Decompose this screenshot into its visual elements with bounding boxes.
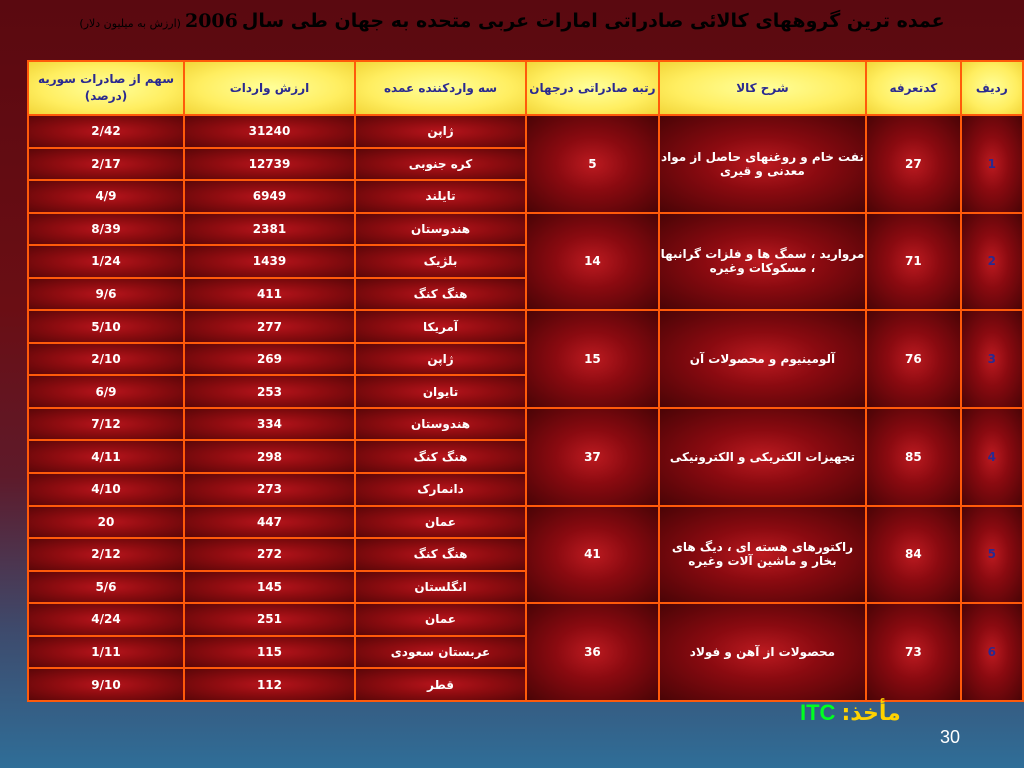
rotbe-cell: 15 xyxy=(526,310,659,408)
share-cell: 4/9 xyxy=(28,180,184,213)
country-cell: آمریکا xyxy=(355,310,526,343)
import-value-cell: 6949 xyxy=(184,180,355,213)
page-number: 30 xyxy=(940,727,961,747)
country-cell: دانمارک xyxy=(355,473,526,506)
country-cell: ژاپن xyxy=(355,115,526,148)
share-cell: 9/10 xyxy=(28,668,184,701)
header-rotbe: رتبه صادراتی درجهان xyxy=(526,61,659,115)
rotbe-cell: 36 xyxy=(526,603,659,701)
radif-cell: 4 xyxy=(961,408,1023,506)
import-value-cell: 12739 xyxy=(184,148,355,181)
country-cell: هنگ کنگ xyxy=(355,440,526,473)
import-value-cell: 31240 xyxy=(184,115,355,148)
header-arzesh: ارزش واردات xyxy=(184,61,355,115)
header-sahm: سهم از صادرات سوریه (درصد) xyxy=(28,61,184,115)
radif-cell: 3 xyxy=(961,310,1023,408)
import-value-cell: 298 xyxy=(184,440,355,473)
country-cell: عربستان سعودی xyxy=(355,636,526,669)
sharh-cell: محصولات از آهن و فولاد xyxy=(659,603,866,701)
sharh-cell: مروارید ، سمگ ها و فلزات گرانبها ، مسکوکات وغیره xyxy=(659,213,866,311)
import-value-cell: 334 xyxy=(184,408,355,441)
kod-cell: 84 xyxy=(866,506,961,604)
import-value-cell: 447 xyxy=(184,506,355,539)
country-cell: هنگ کنگ xyxy=(355,278,526,311)
kod-cell: 76 xyxy=(866,310,961,408)
share-cell: 2/12 xyxy=(28,538,184,571)
table-row xyxy=(28,408,1023,441)
header-radif: ردیف xyxy=(961,61,1023,115)
import-value-cell: 277 xyxy=(184,310,355,343)
country-cell: انگلستان xyxy=(355,571,526,604)
import-value-cell: 411 xyxy=(184,278,355,311)
country-cell: تایوان xyxy=(355,375,526,408)
country-cell: هندوستان xyxy=(355,408,526,441)
title-note: (ارزش به میلیون دلار) xyxy=(79,17,181,30)
source-note xyxy=(800,700,901,726)
country-cell: قطر xyxy=(355,668,526,701)
import-value-cell: 253 xyxy=(184,375,355,408)
export-table xyxy=(27,60,1024,702)
share-cell: 5/6 xyxy=(28,571,184,604)
radif-cell: 6 xyxy=(961,603,1023,701)
kod-cell: 27 xyxy=(866,115,961,213)
kod-cell: 73 xyxy=(866,603,961,701)
kod-cell: 71 xyxy=(866,213,961,311)
share-cell: 4/24 xyxy=(28,603,184,636)
country-cell: عمان xyxy=(355,506,526,539)
title-main: عمده ترین گروههای کالائی صادراتی امارات عربی متحده به جهان طی سال xyxy=(241,10,945,32)
import-value-cell: 273 xyxy=(184,473,355,506)
share-cell: 8/39 xyxy=(28,213,184,246)
rotbe-cell: 37 xyxy=(526,408,659,506)
header-kod: کدتعرفه xyxy=(866,61,961,115)
table-header-row xyxy=(28,61,1023,115)
country-cell: تایلند xyxy=(355,180,526,213)
import-value-cell: 251 xyxy=(184,603,355,636)
import-value-cell: 112 xyxy=(184,668,355,701)
table-row xyxy=(28,603,1023,636)
import-value-cell: 145 xyxy=(184,571,355,604)
table-row xyxy=(28,310,1023,343)
share-cell: 1/11 xyxy=(28,636,184,669)
import-value-cell: 269 xyxy=(184,343,355,376)
rotbe-cell: 14 xyxy=(526,213,659,311)
country-cell: هندوستان xyxy=(355,213,526,246)
share-cell: 2/42 xyxy=(28,115,184,148)
source-label: مأخذ: xyxy=(841,701,901,726)
sharh-cell: راکتورهای هسته ای ، دیگ های بخار و ماشین آلات وغیره xyxy=(659,506,866,604)
country-cell: ژاپن xyxy=(355,343,526,376)
share-cell: 4/11 xyxy=(28,440,184,473)
title-year: 2006 xyxy=(184,10,238,32)
rotbe-cell: 5 xyxy=(526,115,659,213)
share-cell: 6/9 xyxy=(28,375,184,408)
country-cell: عمان xyxy=(355,603,526,636)
table-body xyxy=(28,115,1023,701)
country-cell: هنگ کنگ xyxy=(355,538,526,571)
sharh-cell: آلومینیوم و محصولات آن xyxy=(659,310,866,408)
share-cell: 20 xyxy=(28,506,184,539)
table-row xyxy=(28,506,1023,539)
share-cell: 9/6 xyxy=(28,278,184,311)
source-value: ITC xyxy=(800,700,836,725)
radif-cell: 1 xyxy=(961,115,1023,213)
sharh-cell: تجهیزات الکتریکی و الکترونیکی xyxy=(659,408,866,506)
radif-cell: 5 xyxy=(961,506,1023,604)
import-value-cell: 1439 xyxy=(184,245,355,278)
table-row xyxy=(28,213,1023,246)
country-cell: بلژیک xyxy=(355,245,526,278)
share-cell: 7/12 xyxy=(28,408,184,441)
share-cell: 2/10 xyxy=(28,343,184,376)
share-cell: 4/10 xyxy=(28,473,184,506)
share-cell: 1/24 xyxy=(28,245,184,278)
sharh-cell: نفت خام و روغنهای حاصل از مواد معدنی و قیری xyxy=(659,115,866,213)
table-row xyxy=(28,115,1023,148)
import-value-cell: 272 xyxy=(184,538,355,571)
header-keshvar: سه واردکننده عمده xyxy=(355,61,526,115)
import-value-cell: 2381 xyxy=(184,213,355,246)
slide-title xyxy=(0,10,1024,44)
rotbe-cell: 41 xyxy=(526,506,659,604)
kod-cell: 85 xyxy=(866,408,961,506)
share-cell: 2/17 xyxy=(28,148,184,181)
share-cell: 5/10 xyxy=(28,310,184,343)
import-value-cell: 115 xyxy=(184,636,355,669)
radif-cell: 2 xyxy=(961,213,1023,311)
country-cell: کره جنوبی xyxy=(355,148,526,181)
header-sharh: شرح کالا xyxy=(659,61,866,115)
